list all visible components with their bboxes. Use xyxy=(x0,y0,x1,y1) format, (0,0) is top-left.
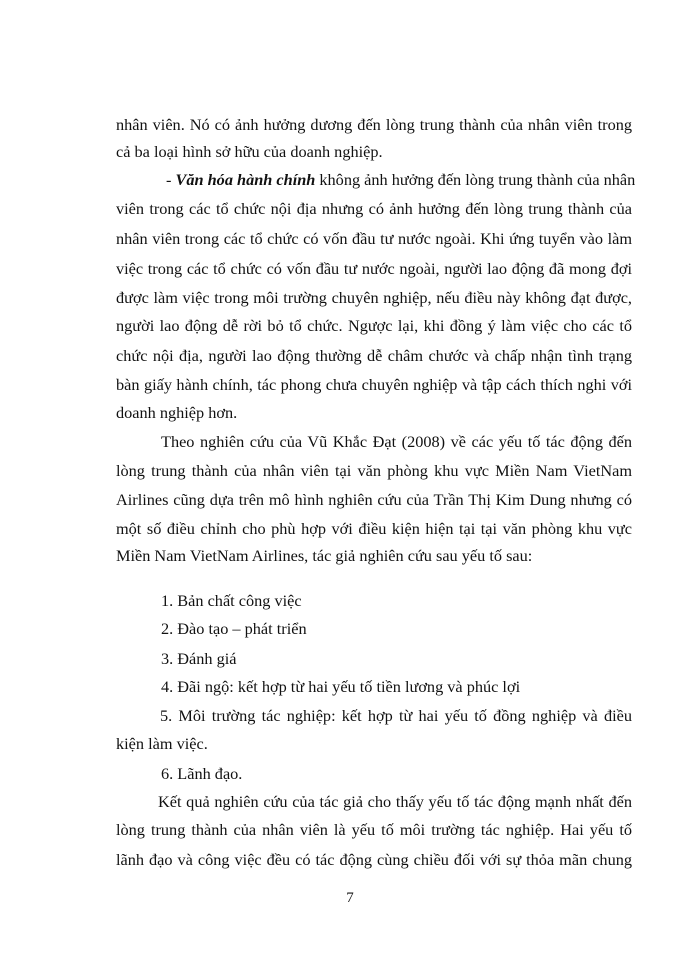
list-item: 3. Đánh giá xyxy=(161,649,237,668)
list-item: 2. Đào tạo – phát triển xyxy=(161,619,307,638)
paragraph-2-line-3: nhân viên trong các tổ chức có vốn đầu tư nước ngoài. Khi ứng tuyển vào làm xyxy=(116,229,632,248)
paragraph-3-line-5: Miền Nam VietNam Airlines, tác giả nghiên cứu sau yếu tố sau: xyxy=(116,546,533,565)
term-van-hoa-hanh-chinh: Văn hóa hành chính xyxy=(175,170,316,189)
list-item-continuation: kiện làm việc. xyxy=(116,734,208,753)
paragraph-2-line-1 xyxy=(166,165,636,195)
paragraph-2-line-2: viên trong các tổ chức nội địa nhưng có ảnh hưởng đến lòng trung thành của xyxy=(116,199,632,218)
paragraph-2-line-5: được làm việc trong môi trường chuyên nghiệp, nếu điều này không đạt được, xyxy=(116,288,632,307)
paragraph-2-line-4: việc trong các tổ chức có vốn đầu tư nước ngoài, người lao động đã mong đợi xyxy=(116,259,632,278)
list-dash: - xyxy=(166,170,176,189)
paragraph-4-line-1: Kết quả nghiên cứu của tác giả cho thấy yếu tố tác động mạnh nhất đến xyxy=(158,792,632,811)
paragraph-1-line-2: cả ba loại hình sở hữu của doanh nghiệp. xyxy=(116,142,383,161)
paragraph-3-line-2: lòng trung thành của nhân viên tại văn phòng khu vực Miền Nam VietNam xyxy=(116,461,632,480)
paragraph-2-line-7: chức nội địa, người lao động thường dễ châm chước và chấp nhận tình trạng xyxy=(116,346,632,365)
paragraph-4-line-3: lãnh đạo và công việc đều có tác động cùng chiều đối với sự thỏa mãn chung xyxy=(116,850,632,869)
list-item: 1. Bản chất công việc xyxy=(161,591,302,610)
page-number: 7 xyxy=(346,890,354,906)
paragraph-3-line-3: Airlines cũng dựa trên mô hình nghiên cứu của Trần Thị Kim Dung nhưng có xyxy=(116,490,632,509)
paragraph-4-line-2: lòng trung thành của nhân viên là yếu tố môi trường tác nghiệp. Hai yếu tố xyxy=(116,820,632,839)
paragraph-2-line-9: doanh nghiệp hơn. xyxy=(116,403,238,422)
list-item: 5. Môi trường tác nghiệp: kết hợp từ hai yếu tố đồng nghiệp và điều xyxy=(160,706,632,725)
list-item: 6. Lãnh đạo. xyxy=(161,764,243,783)
list-item: 4. Đãi ngộ: kết hợp từ hai yếu tố tiền lương và phúc lợi xyxy=(161,677,521,696)
paragraph-1-line-1: nhân viên. Nó có ảnh hưởng dương đến lòng trung thành của nhân viên trong xyxy=(116,115,632,134)
paragraph-2-line-1-rest: không ảnh hưởng đến lòng trung thành của nhân xyxy=(315,170,636,189)
paragraph-3-line-1: Theo nghiên cứu của Vũ Khắc Đạt (2008) về các yếu tố tác động đến xyxy=(161,432,632,451)
paragraph-2-line-8: bàn giấy hành chính, tác phong chưa chuyên nghiệp và tập cách thích nghi với xyxy=(116,375,632,394)
paragraph-2-line-6: người lao động dễ rời bỏ tổ chức. Ngược lại, khi đồng ý làm việc cho các tổ xyxy=(116,316,632,335)
paragraph-3-line-4: một số điều chỉnh cho phù hợp với điều kiện hiện tại tại văn phòng khu vực xyxy=(116,519,632,538)
